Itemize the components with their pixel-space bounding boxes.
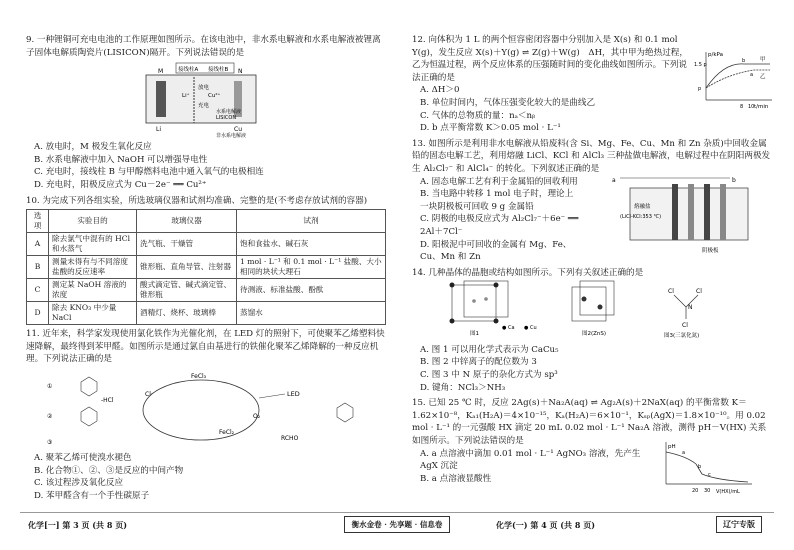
series-jia-label: 甲 xyxy=(760,57,766,63)
option-c: C. 气体的总物质的量：nₐ＜nᵦ xyxy=(420,110,536,121)
table-cell: 洗气瓶、干燥管 xyxy=(137,233,237,256)
question-stem: 12. 向体积为 1 L 的两个恒容密闭容器中分别加入是 X(s) 和 0.1 mol Y(g)，发生反应 X(s)＋Y(g) ⇌ Z(g)＋W(g) ΔH，其中甲为绝热过程，乙为恒温过程，两个反应体系的压强随时间的变化曲线如图所示。下列说法正确的是 xyxy=(412,35,688,83)
question-stem: 11. 近年来，科学家发现使用氯化铁作为光催化剂，在 LED 灯的照射下，可使聚苯乙烯塑料快速降解，最终得到苯甲醛。如图所示是通过氯自由基进行的铁催化聚苯乙烯降解的一种反应机理。下列说法正确的是 xyxy=(26,329,385,365)
figure-3-label: 图3(三氯化氮) xyxy=(664,333,700,340)
cl-radical-label: Cl· xyxy=(145,390,153,398)
intermediate-2-label: ② xyxy=(47,412,53,420)
table-cell: B xyxy=(27,256,49,279)
question-13 xyxy=(412,138,774,264)
question-stem: 9. 一种锂铜可充电电池的工作原理如图所示。在该电池中，非水系电解液和水系电解液被锂离子固体电解质陶瓷片(LISICON)隔开。下列说法错误的是 xyxy=(26,35,381,58)
nonwater-electrolyte-label: 非水系电解液 xyxy=(216,133,247,140)
table-cell: 蒸馏水 xyxy=(237,302,386,325)
option-d: D. 阳极泥中可回收的金属有 Mg、Fe、Cu、Mn 和 Zn xyxy=(420,239,572,263)
experiment-table xyxy=(26,209,386,325)
fecl3-label: FeCl₃ xyxy=(191,372,207,380)
option-c: C. 图 3 中 N 原子的杂化方式为 sp³ xyxy=(420,370,558,381)
cl-atom-label: Cl xyxy=(682,322,688,330)
option-d: D. 键角：NCl₃＞NH₃ xyxy=(420,382,506,393)
cu-electrode-label: Cu xyxy=(234,126,242,134)
figure-2-label: 图2(ZnS) xyxy=(582,331,607,338)
question-12 xyxy=(412,34,774,135)
li-ion-label: Li⁺ xyxy=(182,93,190,100)
table-header: 试剂 xyxy=(237,210,386,233)
question-stem: 15. 已知 25 ℃ 时，反应 2Ag(s)＋Na₂A(aq) ⇌ Ag₂A(s)＋2NaX(aq) 的平衡常数 K＝1.62×10⁻⁸，Kₐ₁(H₂A)＝4×10⁻¹⁵，Kₐ(H₂A)＝6×10⁻¹，Kₛₚ(AgX)＝1.8×10⁻¹⁰。用 0.02 mol · L⁻¹ 的一元强酸 HX 滴定 20 mL 0.02 mol · L⁻¹ Na₂A 溶液，测得 pH－V(HX) 关系如图所示。下列说法错误的是 xyxy=(412,398,767,447)
edition-tag: 辽宁专版 xyxy=(716,516,762,533)
option-a: A. 放电时，M 极发生氧化反应 xyxy=(34,142,152,153)
table-header: 玻璃仪器 xyxy=(137,210,237,233)
fecl2-label: FeCl₂ xyxy=(219,428,235,436)
option-a: A. 固态电解工艺有利于金属铅的回收利用 xyxy=(420,176,578,187)
mechanism-diagram xyxy=(41,368,371,450)
point-a-label: a xyxy=(750,72,754,78)
option-b: B. 水系电解液中加入 NaOH 可以增强导电性 xyxy=(34,154,208,165)
tick-30-label: 30 xyxy=(704,487,711,494)
table-row xyxy=(27,256,386,279)
table-row xyxy=(27,233,386,256)
table-cell: 饱和食盐水、碱石灰 xyxy=(237,233,386,256)
lisicon-label: LISICON xyxy=(216,115,237,122)
cu-ion-label: Cu²⁺ xyxy=(208,93,221,100)
option-a: A. ΔH＞0 xyxy=(420,85,460,96)
point-b-label: b xyxy=(698,463,702,470)
discharge-label: 放电 xyxy=(198,85,210,92)
salt-composition-label: (LiCl-KCl:353 ℃) xyxy=(620,213,662,220)
table-cell: 锥形瓶、直角导管、注射器 xyxy=(137,256,237,279)
option-b: B. 当电路中转移 1 mol 电子时，理论上一块阴极板可回收 9 g 金属铅 xyxy=(420,189,574,212)
option-d: D. 充电时，阳极反应式为 Cu－2e⁻ ══ Cu²⁺ xyxy=(34,179,207,190)
option-b: B. 单位时间内，气体压强变化较大的是曲线乙 xyxy=(420,97,596,108)
ca-legend: ● Ca xyxy=(502,325,515,332)
point-b-label: b xyxy=(742,58,746,64)
question-stem: 14. 几种晶体的晶胞或结构如图所示。下列有关叙述正确的是 xyxy=(412,267,644,278)
terminal-b-label: b xyxy=(732,176,736,184)
electrolysis-diagram xyxy=(590,174,770,256)
table-header: 实验目的 xyxy=(49,210,137,233)
pressure-p-label: p xyxy=(698,86,702,92)
table-cell: 待测液、标准盐酸、酚酞 xyxy=(237,279,386,302)
point-c-label: c xyxy=(708,471,711,478)
battery-diagram xyxy=(116,61,296,139)
volume-axis-label: V(HX)/mL xyxy=(716,488,740,494)
question-stem: 13. 如图所示是利用非水电解液从铅废料(含 Si、Mg、Fe、Cu、Mn 和 Zn 杂质)中回收金属铅的固态电解工艺，利用熔融 LiCl、KCl 和 AlCl₃ 三种盐做电解液，电解过程中在阴阳两极发生 Al₂Cl₇⁻ 和 AlCl₄⁻ 的转化。下列叙述正确的是 xyxy=(412,138,771,174)
option-b: B. 化合物①、②、③是反应的中间产物 xyxy=(34,465,184,476)
series-yi-label: 乙 xyxy=(760,74,766,80)
terminal-b-label: 接线柱B xyxy=(208,67,229,74)
question-15 xyxy=(412,397,774,494)
table-cell: 1 mol · L⁻¹ 和 0.1 mol · L⁻¹ 盐酸、大小相同的块状大理石 xyxy=(237,256,386,279)
option-a: A. a 点溶液中滴加 0.01 mol · L⁻¹ AgNO₃ 溶液，先产生 AgX 沉淀 xyxy=(420,448,641,472)
terminal-a-label: a xyxy=(612,176,616,184)
table-cell: 测量未得有与不同溶度盐酸的反应速率 xyxy=(49,256,137,279)
li-electrode-label: Li xyxy=(156,126,162,134)
led-label: LED xyxy=(287,389,300,398)
table-cell: C xyxy=(27,279,49,302)
tick-8-label: 8 xyxy=(740,104,744,110)
option-d: D. b 点平衡常数 K＞0.05 mol · L⁻¹ xyxy=(420,123,561,134)
crystal-2 xyxy=(572,281,614,337)
q13-options xyxy=(412,176,580,264)
table-header: 选项 xyxy=(27,210,49,233)
ph-axis-label: pH xyxy=(668,443,676,450)
hcl-label: -HCl xyxy=(101,396,114,404)
table-cell: A xyxy=(27,233,49,256)
question-11 xyxy=(26,328,386,502)
figure-1-label: 图1 xyxy=(470,331,479,338)
option-a: A. 聚苯乙烯可使溴水褪色 xyxy=(34,452,132,463)
table-cell: D xyxy=(27,302,49,325)
point-a-label: a xyxy=(682,449,686,456)
electrode-m-label: M xyxy=(158,68,164,76)
option-c: C. 阴极的电极反应式为 Al₂Cl₇⁻＋6e⁻ ══ 2Al＋7Cl⁻ xyxy=(420,214,579,237)
crystal-3 xyxy=(664,288,702,339)
charge-label: 充电 xyxy=(198,103,210,110)
electrode-n-label: N xyxy=(238,68,243,76)
table-cell: 测定某 NaOH 溶液的浓度 xyxy=(49,279,137,302)
cl-atom-label: Cl xyxy=(696,288,702,296)
tick-20-label: 20 xyxy=(692,487,699,494)
mechanism-svg xyxy=(41,368,371,450)
terminal-a-label: 接线柱A xyxy=(178,67,199,74)
question-9 xyxy=(26,34,386,192)
product-label: RCHO xyxy=(281,434,299,442)
table-cell: 除去氯气中混有的 HCl 和水蒸气 xyxy=(49,233,137,256)
option-a: A. 图 1 可以用化学式表示为 CaCu₅ xyxy=(420,344,559,355)
right-column xyxy=(412,34,774,494)
option-b: B. a 点溶液显酸性 xyxy=(420,473,492,484)
option-d: D. 苯甲醛含有一个手性碳原子 xyxy=(34,490,150,501)
battery-svg xyxy=(116,61,296,139)
footer-left-page: 化学[一] 第 3 页 (共 8 页) xyxy=(28,520,127,530)
table-cell: 除去 KNO₃ 中少量 NaCl xyxy=(49,302,137,325)
crystal-structures xyxy=(412,279,772,339)
y-axis-label: p/kPa xyxy=(708,52,723,58)
cu-legend: ● Cu xyxy=(524,325,537,332)
footer-divider xyxy=(20,512,774,513)
o2-label: O₂ xyxy=(253,412,261,420)
question-14 xyxy=(412,267,774,395)
q15-options xyxy=(412,448,648,486)
option-c: C. 充电时，接线柱 B 与甲醇燃料电池中通入氧气的电极相连 xyxy=(34,167,264,178)
cl-atom-label: Cl xyxy=(668,288,674,296)
cathode-plate-label: 阴极板 xyxy=(702,247,719,254)
intermediate-1-label: ① xyxy=(47,382,53,390)
intermediate-3-label: ③ xyxy=(47,438,53,446)
pressure-time-graph xyxy=(694,48,774,110)
titration-graph xyxy=(656,438,756,494)
tick-10-label: 10 xyxy=(748,104,755,110)
molten-salt-label: 熔融盐 xyxy=(634,203,651,210)
water-electrolyte-label: 水系电解液 xyxy=(216,109,242,116)
option-c: C. 该过程涉及氧化反应 xyxy=(34,478,124,489)
question-stem: 10. 为完成下列各组实验，所选玻璃仪器和试剂均准确、完整的是(不考虑存放试剂的容器) xyxy=(26,195,368,206)
table-row xyxy=(27,302,386,325)
question-10 xyxy=(26,195,386,326)
pressure-1-5p-label: 1.5 p xyxy=(694,62,707,68)
table-cell: 酒精灯、烧杯、玻璃棒 xyxy=(137,302,237,325)
footer-center-brand: 衡水金卷 · 先享题 · 信息卷 xyxy=(344,516,450,533)
table-row xyxy=(27,279,386,302)
table-cell: 酸式滴定管、碱式滴定管、锥形瓶 xyxy=(137,279,237,302)
n-atom-label: N xyxy=(688,304,693,312)
crystal-1 xyxy=(450,281,537,337)
x-axis-label: t/min xyxy=(754,104,769,110)
footer-right-page: 化学(一) 第 4 页 (共 8 页) xyxy=(496,520,595,530)
option-b: B. 图 2 中锌离子的配位数为 3 xyxy=(420,357,537,368)
left-column xyxy=(26,34,386,505)
